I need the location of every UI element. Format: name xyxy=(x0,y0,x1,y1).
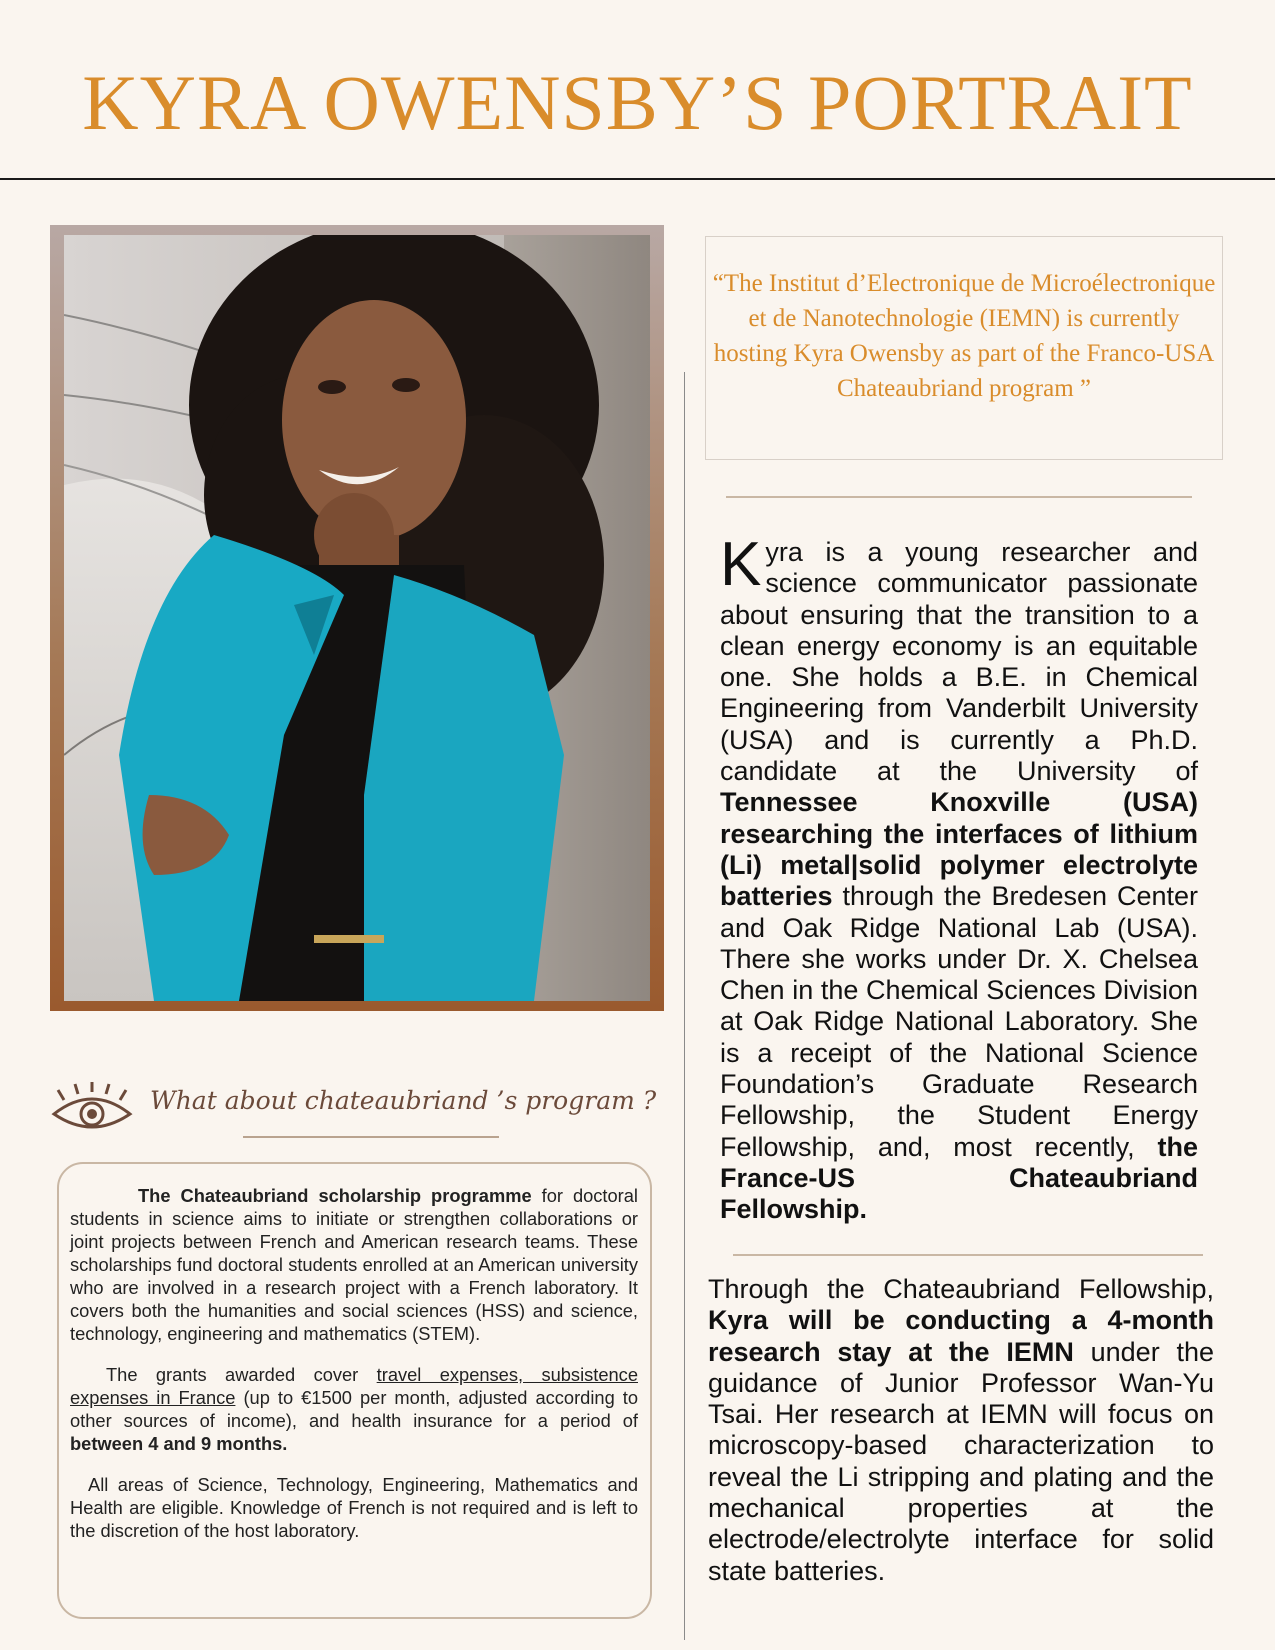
program-heading-underline xyxy=(243,1136,499,1138)
bio-text xyxy=(720,530,1198,1226)
program-heading: What about chateaubriand ’s program ? xyxy=(150,1086,657,1115)
portrait-photo xyxy=(64,235,650,1001)
program-para3: All areas of Science, Technology, Engineering, Mathematics and Health are eligible. Knowledge of French is not required and is left to the discretion of the host laboratory. xyxy=(70,1474,638,1541)
bio-dropcap: K xyxy=(720,530,762,599)
bio-bold-fellowship: the France-US Chateaubriand Fellowship. xyxy=(720,1131,1198,1225)
quote-divider xyxy=(726,496,1192,498)
page-title: KYRA OWENSBY’S PORTRAIT xyxy=(82,59,1193,146)
fellowship-text xyxy=(708,1274,1214,1587)
program-para1-rest: for doctoral students in science aims to initiate or strengthen collaborations or joint projects between French and American research teams. These scholarships fund doctoral students enrolled at an American university who are involved in a research project with a French laboratory. It covers both the humanities and social sciences (HSS) and science, technology, engineering and mathematics (STEM). xyxy=(70,1185,638,1344)
program-expenses-underlined: travel expenses, subsistence expenses in France xyxy=(70,1364,638,1408)
title-divider xyxy=(0,178,1275,180)
bio-divider xyxy=(733,1254,1203,1256)
eye-icon xyxy=(50,1082,134,1138)
fellowship-part-1: Through the Chateaubriand Fellowship, xyxy=(708,1274,1214,1304)
pull-quote: “The Institut d’Electronique de Microélectronique et de Nanotechnologie (IEMN) is currently hosting Kyra Owensby as part of the Franco-USA Chateaubriand program ” xyxy=(712,270,1216,402)
bio-bold-research: Tennessee Knoxville (USA) researching the interfaces of lithium (Li) metal|solid polymer electrolyte batteries xyxy=(720,787,1198,912)
program-bold-intro: The Chateaubriand scholarship programme xyxy=(138,1185,532,1206)
program-para2-start: The grants awarded cover xyxy=(106,1364,377,1385)
column-divider xyxy=(684,372,685,1640)
program-paragraph-2 xyxy=(70,1363,638,1455)
program-paragraph-1 xyxy=(70,1184,638,1345)
program-paragraph-3 xyxy=(70,1473,638,1542)
program-info-text xyxy=(70,1184,638,1560)
fellowship-bold: Kyra will be conducting a 4-month research stay at the IEMN xyxy=(708,1305,1214,1367)
program-duration-bold: between 4 and 9 months. xyxy=(70,1433,288,1454)
bio-part-1: yra is a young researcher and science communicator passionate about ensuring that the transition to a clean energy economy is an equitable one. She holds a B.E. in Chemical Engineering from Vanderbilt University (USA) and is currently a Ph.D. candidate at the University of xyxy=(720,537,1198,787)
fellowship-part-2: under the guidance of Junior Professor Wan-Yu Tsai. Her research at IEMN will focus on microscopy-based characterization to reveal the Li stripping and plating and the mechanical properties at the electrode/electrolyte interface for solid state batteries. xyxy=(708,1336,1215,1586)
program-para2-mid: (up to €1500 per month, adjusted according to other sources of income), and health insurance for a period of xyxy=(70,1387,638,1431)
bio-part-2: through the Bredesen Center and Oak Ridge National Lab (USA). There she works under Dr. X. Chelsea Chen in the Chemical Sciences Division at Oak Ridge National Laboratory. She is a receipt of the National Science Foundation’s Graduate Research Fellowship, the Student Energy Fellowship, and, most recently, xyxy=(720,881,1198,1162)
